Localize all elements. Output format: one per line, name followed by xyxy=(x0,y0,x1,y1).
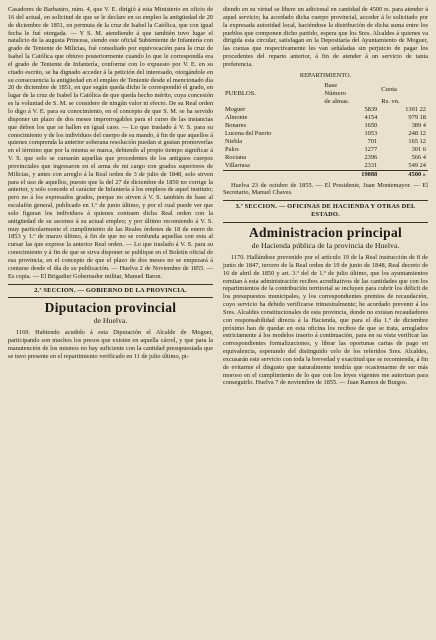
cell-cuota: 248 12 xyxy=(408,129,426,137)
cell-cuota: 301 6 xyxy=(411,145,426,153)
section-heading-hacienda: 3.ª SECCION. — OFICINAS DE HACIENDA Y OTRAS DEL ESTADO. xyxy=(235,203,416,219)
signature-diputacion: Huelva 23 de octubre de 1855. — El Presidente, Juan Montemayor. — El Secretario, Manuel Chaves. xyxy=(223,181,428,197)
cell-pueblo: Almonte xyxy=(225,113,248,121)
table-row xyxy=(223,138,428,146)
cell-almas: 1277 xyxy=(364,145,378,153)
cell-almas: 2331 xyxy=(364,161,378,169)
cell-cuota: 165 12 xyxy=(408,137,426,145)
cell-pueblo: Rociana xyxy=(225,153,246,161)
section-heading-gobierno: 2.ª SECCION. — GOBIERNO DE LA PROVINCIA. xyxy=(34,286,187,294)
table-row xyxy=(223,122,428,130)
table-row xyxy=(223,154,428,162)
cell-cuota: 1301 22 xyxy=(405,105,426,113)
article-1169-continued: diendo en su virtud se libere un adicional en cantidad de 4500 rs. para atender á aquel servicio; ha acordado dicha cuerpo provincial, acceder á lo solicitado por la expresada autoridad local, haciéndose la distribución de dicha suma entre los pueblos que componen dicho partido, espera que los Sres. Alcaldes á quienes va dirigida esta circular, satisfagan en la Depositaría del Ayuntamiento de Moguer, las cuotas que respectivamente les van señaladas sin perjuicio de pagar los procedentes del reparto anterior, á fin de atender á un servicio de tanta preferencia. xyxy=(223,6,428,68)
cell-almas: 1650 xyxy=(364,121,378,129)
cell-almas: 4154 xyxy=(364,113,378,121)
cell-cuota: 549 24 xyxy=(408,161,426,169)
cell-cuota: 566 4 xyxy=(411,153,426,161)
subheading-hacienda: de Hacienda pública de la provincia de Huelva. xyxy=(251,240,400,250)
table-total-row xyxy=(223,170,428,179)
heading-administracion-principal: Administracion principal xyxy=(248,224,403,240)
section-rule-top xyxy=(8,284,213,285)
left-column xyxy=(8,6,213,640)
repartimiento-table xyxy=(223,82,428,179)
section-rule-bottom xyxy=(8,297,213,298)
repartimiento-title: REPARTIMIENTO. xyxy=(299,71,352,79)
cell-total-cuota: 4500 » xyxy=(379,170,428,179)
section-rule-top-3 xyxy=(223,200,428,201)
table-row xyxy=(223,114,428,122)
subheading-huelva: de Huelva. xyxy=(93,316,128,326)
heading-diputacion-provincial: Diputacion provincial xyxy=(44,300,177,316)
cell-cuota: 389 4 xyxy=(411,121,426,129)
cell-cuota: 979 18 xyxy=(408,113,426,121)
article-military-order: Casadores de Barbastro, núm. 4, que V. E. dirigió á esta Ministerio en oficio de 16 del actual, en solicitud de que se le declare en su empleo la antigüedad de 20 de diciembre de 1851, en permuta de la cruz de Isabel la Católica, que con igual fecha le fué otorgada. — Y S. M. atendiendo á que también tuvo lugar el natalicio de la augusta Princesa, siendo este oficial Subteniente de Infantería con grado de Teniente de Milicias, fué consultado por equivocación para la cruz de Isabel la Católica que obtuvo posteriormente cuando lo que le correspondía era el grado de Teniente de Infantería, conforme con lo expuesto por V. E. en su citado escrito, se ha dignado acceder á la petición del interesado, otorgándole en su consecuencia la antigüedad en el empleo de Teniente desde el mencionado día 20 de diciembre de 1851, en que según queda dicho le correspondió el grado, en lugar de la cruz de Isabel la Católica de que queda hecho mérito, cuya concesión es la voluntad de S. M. se considere de ningún valor ni efecto. De su Real orden lo digo á V. E. para su conocimiento, en el concepto de que S. M. se ha servido disponer un plazo de dos meses improrrogables para el curso de las instancias que deben los que se hallen en igual caso. — Lo que traslado á V. S. para su conocimiento y de los individuos del cuerpo de su mando, á fin de que aquellos á quienes comprenda la anterior soberana resolución puedan si gustan promoverlas en el término que por la misma se marca, debiendo al propio tiempo significar á V. S. que solo se cursarán aquellas que procedentes de los antiguos cuerpos provinciales que ingresaron en el arma de mi cargo con grados superiores de Milicias, y antes con arreglo á la Real orden de 3 de julio de 1848, solo sirven para el uso de aquellos, puesto que la del 27 de diciembre de 1850 no corrige la anterior, y solo concede el carácter de Infantería á los empleos de aquel instituto; pero no á los expresados grados, porque no sirven á V. S. también de base al escalafón general, publicado en 1.º de junio último, y por el cual puede ver que solo figuran los individuos á quienes contraen dicha Real orden con la antigüedad de su ascenso á su actual empleo; y por último recomiendo á V. S. muy particularmente el cumplimiento de las Reales órdenes de 18 de enero de 1853 y 1.º de marzo último, á fin de que no se confunda aquellas con esta al cursar las que exprese la anterior Real orden. — Lo que traslado á V. S. para su conocimiento y á fin de que se sirva disponer se publique en el Boletín oficial de esa provincia, en el concepto de que el plazo de dos meses no se empezará á contarse desde el día de su publicación. — Huelva 2 de Noviembre de 1855. — Es copia. — El Brigadier Gobernador militar, Manuel Baron. xyxy=(8,6,213,280)
table-row xyxy=(223,146,428,154)
cell-pueblo: Niebla xyxy=(225,137,243,145)
header-pueblos: PUEBLOS. xyxy=(225,89,256,97)
cell-pueblo: Moguer xyxy=(225,105,246,113)
header-numero: Número xyxy=(324,89,346,97)
cell-total-label xyxy=(223,170,322,179)
header-reales: Rs. vn. xyxy=(381,97,400,105)
article-1169: 1169. Habiendo acudido á esta Diputación el Alcalde de Moguer, participando son muchos los presos que existen en aquella cárcel, y que para la manutención de los mismos no hay suficiente con la cantidad presupuestada que se tuvo presente en el repartimiento verificado en 11 de julio último, pi- xyxy=(8,329,213,360)
cell-almas: 5839 xyxy=(364,105,378,113)
table-row xyxy=(223,106,428,114)
cell-pueblo: Palos xyxy=(225,145,239,153)
cell-almas: 1053 xyxy=(364,129,378,137)
section-rule-bottom-3 xyxy=(223,222,428,223)
header-base: Base xyxy=(324,81,338,89)
table-row xyxy=(223,130,428,138)
cell-pueblo: Lucena del Puerto xyxy=(225,129,272,137)
table-row xyxy=(223,162,428,171)
cell-pueblo: Villarrasa xyxy=(225,161,250,169)
cell-pueblo: Bonares xyxy=(225,121,246,129)
header-cuota: Cuota xyxy=(381,85,397,93)
right-column xyxy=(223,6,428,640)
header-almas: de almas. xyxy=(324,97,350,105)
cell-almas: 2396 xyxy=(364,153,378,161)
cell-almas: 701 xyxy=(367,137,378,145)
cell-total-almas: 19088 xyxy=(322,170,379,179)
article-1170: 1170. Hallándose prevenido por el artículo 19 de la Real instrucción de 8 de junio de 1847, tercero de la Real orden de 19 de junio de 1848, Real decreto de 16 de abril de 1850 y art. 3.º del de 1.º de julio último, que los ayuntamientos remitan á esta administración recibos acreditativos de las cantidades que con los repartimientos de la contribución territorial se incluyen para cubrir los déficit de los presupuestos municipales, y los correspondientes premios de recaudación, cuyo servicio ha debido verificarse trimestralmente; he acordado prevenir á los Sres. Alcaldes constitucionales de esta provincia, donde no existan recaudadores con responsabilidad directa á la Hacienda, que para el día 1.º de diciembre próximo han de quedar en esta oficina los recibos de que se trata, arreglados estrictamente á los modelos inserto á continuación, para en su vista verificar las correspondientes formalizaciones, y librar las oportunas cartas de pago en equivalencia, esperando del distinguido celo de los referidos Sres. Alcaldes, excusarán este servicio con toda la brevedad y exactitud que se recomienda, á fin de evitarme el disgusto que naturalmente tendría que ocasionarme de ser más moroso en el cumplimiento de lo que con los leyes vigentes me autorizan para conseguirlo. Huelva 7 de noviembre de 1855. — Juan Ramon de Burgos. xyxy=(223,253,428,387)
